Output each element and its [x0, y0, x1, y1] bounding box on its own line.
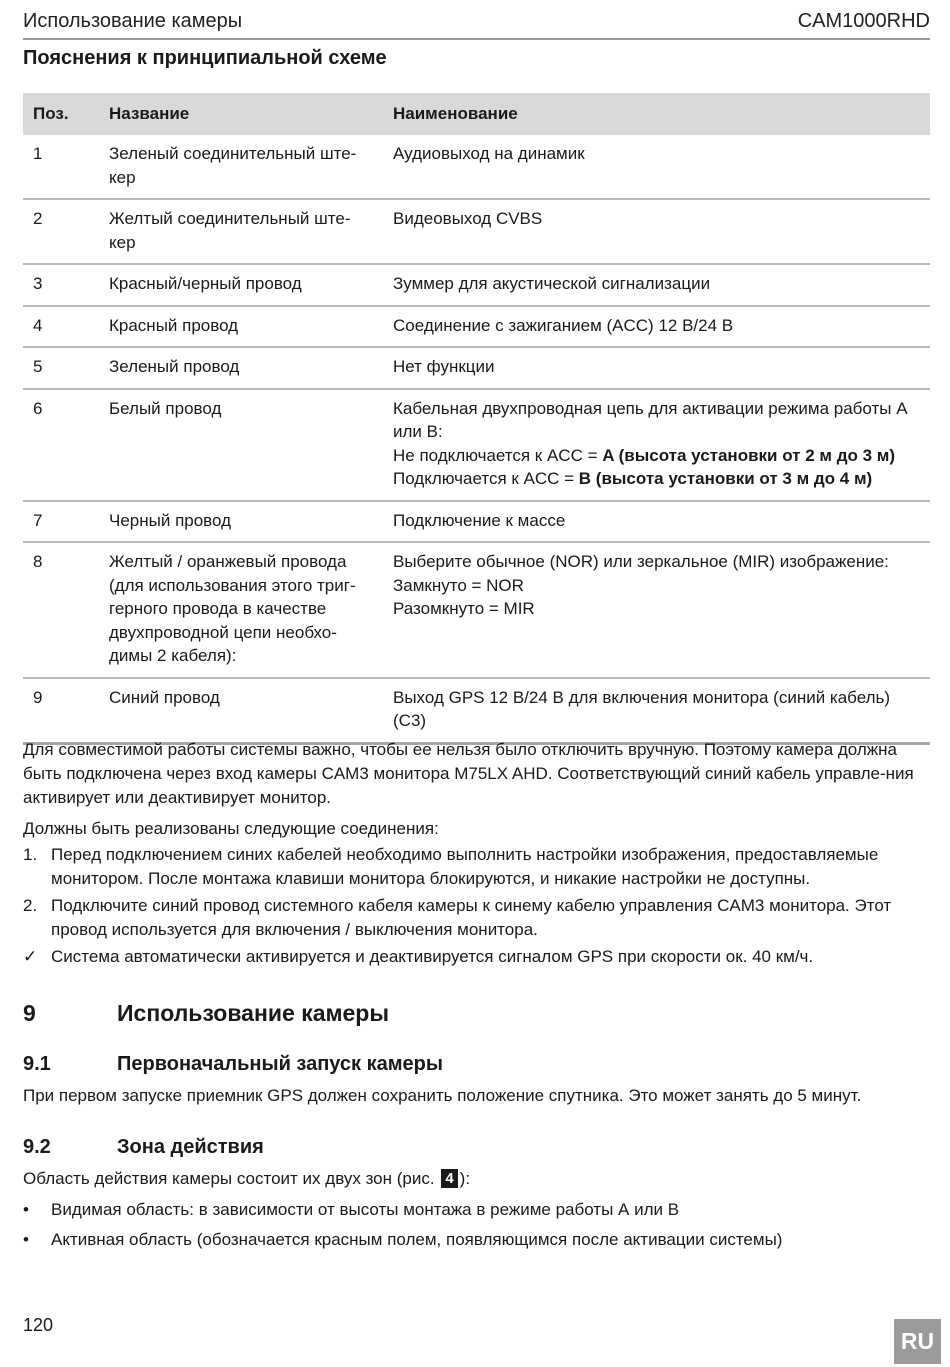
step-text: Перед подключением синих кабелей необходимо выполнить настройки изображения, предоставляемые монитором. После монтажа клавиши монитора блокируются, и никакие настройки не доступны.: [51, 845, 879, 888]
page-number: 120: [23, 1315, 54, 1335]
section-heading-9-1: [23, 1051, 443, 1079]
section-title: Использование камеры: [117, 1000, 389, 1026]
bullet-icon: •: [23, 1230, 29, 1250]
figure-reference-badge: 4: [441, 1169, 457, 1188]
step-text: Подключите синий провод системного кабеля камеры к синему кабелю управления CAM3 монитора. Этот провод используется для включения / выключения монитора.: [51, 896, 892, 939]
section-number: 9: [23, 1000, 36, 1026]
description-line-mode-a: [393, 444, 922, 468]
table-row: [23, 389, 930, 501]
row-description: [385, 389, 930, 501]
wiring-legend-table: [23, 93, 930, 745]
bullet-text: Видимая область: в зависимости от высоты монтажа в режиме работы А или В: [51, 1200, 680, 1219]
row-pos: 3: [23, 264, 101, 306]
list-item: [23, 1228, 930, 1251]
list-item: [23, 843, 930, 890]
connection-steps: [23, 843, 930, 969]
description-line: Замкнуто = NOR: [393, 575, 524, 595]
list-item: [23, 894, 930, 941]
bullet-text: Активная область (обозначается красным полем, появляющимся после активации системы): [51, 1230, 783, 1250]
mode-b-condition: Подключается к ACC =: [393, 469, 579, 488]
column-header-pos: Поз.: [23, 93, 101, 135]
table-header-row: [23, 93, 930, 135]
description-line: Кабельная двухпроводная цепь для активации режима работы А или В:: [393, 398, 908, 441]
section-number: 9.1: [23, 1053, 51, 1075]
table-row: [23, 501, 930, 543]
table-row: [23, 199, 930, 264]
row-description: Выход GPS 12 В/24 В для включения монитора (синий кабель) (C3): [385, 678, 930, 744]
list-item: [23, 1198, 930, 1221]
column-header-name: Название: [101, 93, 385, 135]
range-text-before: Область действия камеры состоит их двух зон (рис.: [23, 1169, 440, 1188]
row-pos: 7: [23, 501, 101, 543]
zone-list: [23, 1198, 930, 1259]
checkmark-icon: ✓: [23, 947, 38, 966]
row-pos: 6: [23, 389, 101, 501]
description-line: Разомкнуто = MIR: [393, 599, 535, 618]
row-pos: 4: [23, 306, 101, 348]
row-description: Нет функции: [385, 347, 930, 389]
description-line: Выберите обычное (NOR) или зеркальное (MIR) изображение:: [393, 552, 889, 571]
row-name: Красный/черный провод: [101, 264, 385, 306]
compatibility-paragraph: Для совместимой работы системы важно, чтобы ее нельзя было отключить вручную. Поэтому камера должна быть подключена через вход камеры CAM3 монитора M75LX AHD. Соответствующий синий кабель управле-ния активирует или деактивирует монитор.: [23, 740, 914, 807]
section-number: 9.2: [23, 1136, 51, 1158]
row-description: Подключение к массе: [385, 501, 930, 543]
row-description: Соединение с зажиганием (ACC) 12 В/24 В: [385, 306, 930, 348]
row-name: Желтый / оранжевый провода (для использования этого триг-герного провода в качестве двухпроводной цепи необхо-димы 2 кабеля):: [101, 542, 385, 678]
section-title: Зона действия: [117, 1136, 264, 1158]
row-name: Зеленый соединительный ште-кер: [101, 135, 385, 199]
row-description: Видеовыход CVBS: [385, 199, 930, 264]
column-header-description: Наименование: [385, 93, 930, 135]
step-number: 2.: [23, 896, 38, 915]
language-tab: RU: [894, 1319, 941, 1364]
table-row: [23, 264, 930, 306]
row-pos: 2: [23, 199, 101, 264]
mode-b-value: B (высота установки от 3 м до 4 м): [578, 469, 873, 488]
row-name: Черный провод: [101, 501, 385, 543]
first-start-paragraph: При первом запуске приемник GPS должен сохранить положение спутника. Это может занять до 5 минут.: [23, 1086, 862, 1105]
row-description: Зуммер для акустической сигнализации: [385, 264, 930, 306]
header-section-title: Использование камеры: [23, 10, 243, 32]
diagram-legend-title: Пояснения к принципиальной схеме: [23, 47, 387, 69]
range-text-after: ):: [459, 1169, 471, 1188]
section-heading-9-2: [23, 1134, 264, 1162]
mode-a-condition: Не подключается к ACC =: [393, 445, 603, 465]
row-name: Желтый соединительный ште-кер: [101, 199, 385, 264]
table-row: [23, 678, 930, 744]
page-header: [23, 8, 930, 40]
row-name: Красный провод: [101, 306, 385, 348]
document-page: [23, 0, 935, 1367]
section-title: Первоначальный запуск камеры: [117, 1053, 443, 1075]
table-row: [23, 347, 930, 389]
mode-a-value: A (высота установки от 2 м до 3 м): [602, 445, 896, 465]
result-item: [23, 945, 930, 969]
bullet-icon: •: [23, 1200, 29, 1219]
table-row: [23, 135, 930, 199]
description-line-mode-b: [393, 467, 922, 491]
row-pos: 1: [23, 135, 101, 199]
row-pos: 9: [23, 678, 101, 744]
header-model-name: CAM1000RHD: [797, 10, 930, 32]
row-description: [385, 542, 930, 678]
section-heading-9: [23, 998, 389, 1030]
row-description: Аудиовыход на динамик: [385, 135, 930, 199]
table-row: [23, 542, 930, 678]
table-row: [23, 306, 930, 348]
row-name: Синий провод: [101, 678, 385, 744]
row-name: Зеленый провод: [101, 347, 385, 389]
row-name: Белый провод: [101, 389, 385, 501]
row-pos: 5: [23, 347, 101, 389]
connections-intro: Должны быть реализованы следующие соединения:: [23, 819, 439, 838]
result-text: Система автоматически активируется и деактивируется сигналом GPS при скорости ок. 40 км/ч.: [51, 947, 814, 966]
step-number: 1.: [23, 845, 38, 864]
range-paragraph: [23, 1167, 930, 1190]
row-pos: 8: [23, 542, 101, 678]
